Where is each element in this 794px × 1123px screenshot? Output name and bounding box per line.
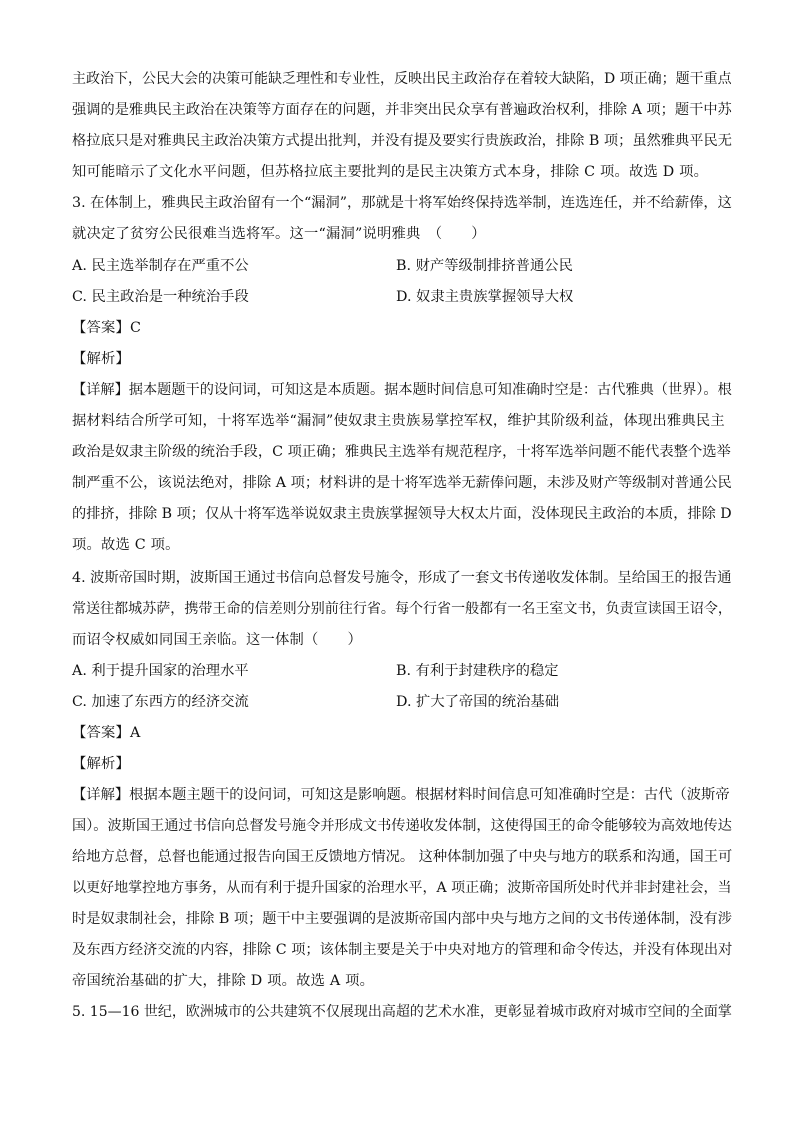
q3-detail-line: 政治是奴隶主阶级的统治手段，C 项正确；雅典民主选举有规范程序，十将军选举问题不能代表整个选举: [72, 444, 731, 460]
q3-option-b: B. 财产等级制排挤普通公民: [396, 258, 573, 274]
q4-option-b: B. 有利于封建秩序的稳定: [396, 663, 559, 679]
q4-stem-line: 常送往都城苏萨，携带王命的信差则分别前往行省。每个行省一般都有一名王室文书，负责宣读国王诏令，: [72, 601, 732, 617]
q3-stem-line: 3. 在体制上，雅典民主政治留有一个“漏洞”，那就是十将军始终保持选举制，连选连任，并不给薪俸，这: [72, 195, 732, 211]
intro-line: 强调的是雅典民主政治在决策等方面存在的问题，并非突出民众享有普遍政治权利，排除 A 项；题干中苏: [72, 102, 732, 118]
q5-stem-line: 5. 15—16 世纪，欧洲城市的公共建筑不仅展现出高超的艺术水准，更彰显着城市政府对城市空间的全面掌: [72, 1004, 732, 1020]
q4-stem-line: 4. 波斯帝国时期，波斯国王通过书信向总督发号施令，形成了一套文书传递收发体制。呈给国王的报告通: [72, 570, 732, 586]
q4-detail-line: 国）。波斯国王通过书信向总督发号施令并形成文书传递收发体制，这使得国王的命令能够较为高效地传达: [72, 818, 732, 834]
q3-option-d: D. 奴隶主贵族掌握领导大权: [396, 289, 574, 305]
q4-stem-line: 而诏令权威如同国王亲临。这一体制（ ）: [72, 632, 362, 648]
q3-option-c: C. 民主政治是一种统治手段: [72, 289, 249, 305]
q3-detail-line: 【详解】据本题题干的设问词，可知这是本质题。据本题时间信息可知准确时空是：古代雅典（世界）。根: [72, 382, 732, 398]
q3-answer: 【答案】C: [72, 320, 142, 336]
q4-option-a: A. 利于提升国家的治理水平: [72, 663, 249, 679]
q3-analysis-label: 【解析】: [72, 351, 130, 367]
intro-line: 格拉底只是对雅典民主政治决策方式提出批判，并没有提及要实行贵族政治，排除 B 项；虽然雅典平民无: [72, 133, 732, 149]
q3-detail-line: 据材料结合所学可知，十将军选举“漏洞”使奴隶主贵族易掌控军权，维护其阶级利益，体现出雅典民主: [72, 413, 725, 429]
q4-detail-line: 以更好地掌控地方事务，从而有利于提升国家的治理水平，A 项正确；波斯帝国所处时代并非封建社会，当: [72, 880, 732, 896]
q4-detail-line: 时是奴隶制社会，排除 B 项；题干中主要强调的是波斯帝国内部中央与地方之间的文书传递体制，没有涉: [72, 911, 732, 927]
q4-option-c: C. 加速了东西方的经济交流: [72, 694, 249, 710]
q4-analysis-label: 【解析】: [72, 756, 130, 772]
q4-detail-line: 【详解】根据本题主题干的设问词，可知这是影响题。根据材料时间信息可知准确时空是：古代（波斯帝: [72, 787, 730, 803]
q3-detail-line: 的排挤，排除 B 项；仅从十将军选举说奴隶主贵族掌握领导大权太片面，没体现民主政治的本质，排除 D: [72, 506, 732, 522]
q4-detail-line: 给地方总督，总督也能通过报告向国王反馈地方情况。 这种体制加强了中央与地方的联系和沟通，国王可: [72, 849, 733, 865]
q3-detail-line: 制严重不公，该说法绝对，排除 A 项；材料讲的是十将军选举无薪俸问题，未涉及财产等级制对普通公民: [72, 475, 732, 491]
intro-line: 主政治下，公民大会的决策可能缺乏理性和专业性，反映出民主政治存在着较大缺陷，D 项正确；题干重点: [72, 71, 732, 87]
q4-option-d: D. 扩大了帝国的统治基础: [396, 694, 560, 710]
q4-answer: 【答案】A: [72, 725, 141, 741]
q3-option-a: A. 民主选举制存在严重不公: [72, 258, 249, 274]
q4-detail-line: 及东西方经济交流的内容，排除 C 项；该体制主要是关于中央对地方的管理和命令传达，并没有体现出对: [72, 942, 733, 958]
q3-detail-line: 项。故选 C 项。: [72, 537, 180, 553]
q4-detail-line: 帝国统治基础的扩大，排除 D 项。故选 A 项。: [72, 973, 375, 989]
intro-line: 知可能暗示了文化水平问题，但苏格拉底主要批判的是民主决策方式本身，排除 C 项。故选 D 项。: [72, 164, 709, 180]
q3-stem-line: 就决定了贫穷公民很难当选将军。这一“漏洞”说明雅典 （ ）: [72, 226, 486, 242]
